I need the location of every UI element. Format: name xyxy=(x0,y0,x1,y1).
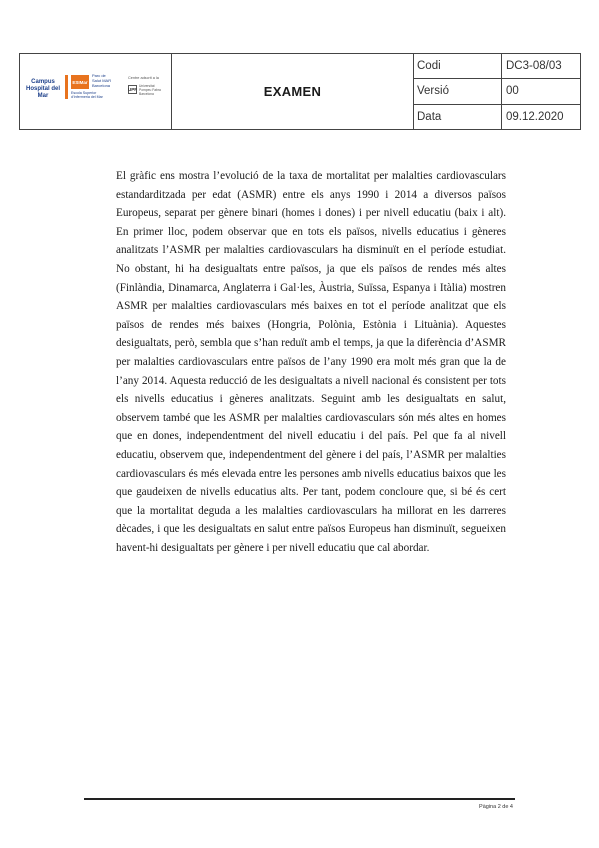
meta-row-codi xyxy=(414,54,580,79)
upf-affiliation-text: Centre adscrit a la xyxy=(128,76,159,80)
meta-value: 09.12.2020 xyxy=(506,110,564,123)
logo-divider xyxy=(65,75,68,99)
meta-row-data xyxy=(414,105,580,129)
document-title: EXAMEN xyxy=(263,84,322,99)
meta-value: DC3-08/03 xyxy=(506,60,562,73)
campus-hospital-del-mar-logo: Campus Hospital del Mar xyxy=(25,79,60,99)
document-header xyxy=(19,53,581,130)
esimar-logo-badge: ESIMar xyxy=(71,75,89,89)
meta-value: 00 xyxy=(506,85,519,98)
parc-salut-mar-logo: Parc de Salut MAR Barcelona xyxy=(92,73,112,88)
page-number: Pàgina 2 de 4 xyxy=(479,804,513,810)
title-cell xyxy=(172,54,414,129)
meta-row-versio xyxy=(414,79,580,104)
meta-label: Codi xyxy=(414,54,502,78)
upf-logo-icon: UPF xyxy=(128,87,137,92)
meta-table xyxy=(414,54,580,129)
upf-logo-text: Universitat Pompeu Fabra Barcelona xyxy=(139,84,161,96)
body-paragraph: El gràfic ens mostra l’evolució de la taxa de mortalitat per malalties cardiovasculars estandarditzada per edat (ASMR) entre els anys 1990 i 2014 a diversos països Europeus, separat per gènere binari (homes i dones) i per nivell educatiu (baix i alt). En primer lloc, podem observar que en tots els països, nivells educatius i gèneres analitzats l’ASMR per malalties cardiovasculars ha disminuït en el període estudiat. No obstant, hi ha desigualtats entre països, ja que els països de rendes més altes (Finlàndia, Dinamarca, Anglaterra i Gal·les, Àustria, Suïssa, Espanya i Itàlia) mostren ASMR per malalties cardiovasculars més baixes en tot el període analitzat que els països de rendes més baixes (Hongria, Polònia, Estònia i Lituània). Aquestes desigualtats, però, sembla que s’han reduït amb el temps, ja que la diferència d’ASMR per malalties cardiovasculars entre països de l’any 1990 era molt més gran que la de l’any 2014. Aquesta reducció de les desigualtats a nivell nacional és consistent per tots els nivells educatius i gèneres analitzats. Seguint amb les desigualtats en salut, observem també que les ASMR per malalties cardiovasculars són més altes en homes que en dones, independentment del nivell educatiu i del país. Pel que fa al nivell educatiu, observem que, independentment del gènere i del país, l’ASMR per malalties cardiovasculars és més elevada entre les persones amb nivells educatius baixos que les que gaudeixen de nivells educatius alts. Per tant, podem concloure que, si bé és cert que la mortalitat deguda a les malalties cardiovasculars ha millorat en les darreres dècades, i que les desigualtats en salut entre països Europeus han disminuït, segueixen havent-hi desigualtats per gènere i per nivell educatiu que cal abordar. xyxy=(116,170,506,554)
esimar-logo-text: Escola Superior d'Infermeria del Mar xyxy=(71,91,103,100)
meta-label: Data xyxy=(414,105,502,129)
logos-cell xyxy=(20,54,172,129)
meta-label: Versió xyxy=(414,79,502,103)
footer-divider xyxy=(84,798,515,800)
